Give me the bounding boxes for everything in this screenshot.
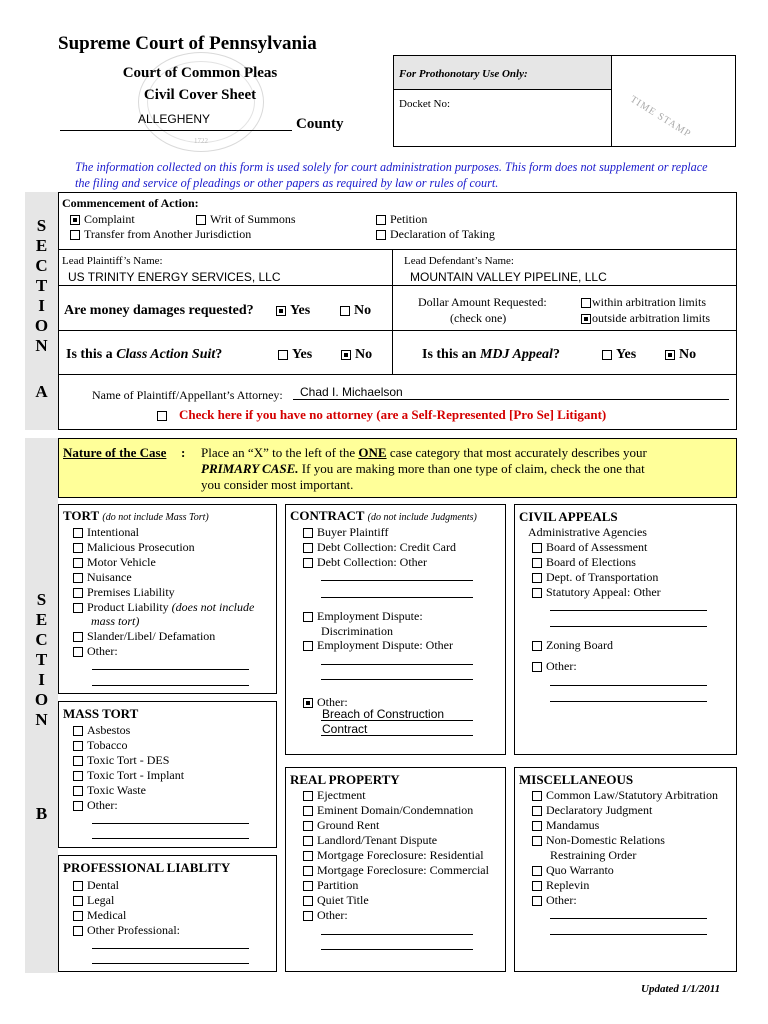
dollar-label: Dollar Amount Requested:	[418, 295, 547, 309]
prof-other-line[interactable]	[92, 948, 249, 949]
misc-item[interactable]: Common Law/Statutory Arbitration	[532, 788, 718, 802]
civil-appeals-other-line[interactable]	[550, 685, 707, 686]
commencement-writ[interactable]: Writ of Summons	[196, 212, 296, 226]
mass-tort-other-line[interactable]	[92, 823, 249, 824]
tort-item[interactable]: Nuisance	[73, 570, 132, 584]
misc-item[interactable]: Mandamus	[532, 818, 599, 832]
transfer-checkbox[interactable]	[70, 230, 80, 240]
prof-item[interactable]: Other Professional:	[73, 923, 180, 937]
letter: I	[38, 670, 45, 689]
section-a-side	[25, 192, 58, 430]
defendant-label: Lead Defendant’s Name:	[404, 255, 514, 267]
civil-appeals-item[interactable]: Dept. of Transportation	[532, 570, 658, 584]
real-property-box	[285, 767, 506, 972]
contract-employment-other[interactable]: Employment Dispute: Other	[303, 638, 453, 652]
civil-appeals-box	[514, 504, 737, 755]
contract-title: CONTRACT (do not include Judgments)	[290, 508, 477, 523]
mass-tort-item[interactable]: Toxic Tort - Implant	[73, 768, 184, 782]
mass-tort-item[interactable]: Toxic Tort - DES	[73, 753, 169, 767]
within-limits[interactable]: within arbitration limits	[581, 295, 706, 309]
mass-tort-item[interactable]: Tobacco	[73, 738, 127, 752]
letter: N	[35, 336, 48, 355]
prof-item[interactable]: Medical	[73, 908, 126, 922]
damages-question: Are money damages requested?	[64, 303, 254, 318]
outside-limits[interactable]: outside arbitration limits	[581, 311, 710, 325]
county-label: County	[296, 116, 344, 132]
mass-tort-item[interactable]: Asbestos	[73, 723, 130, 737]
nature-line-2: PRIMARY CASE. If you are making more than one type of claim, check the one that	[201, 461, 645, 476]
damages-yes-checkbox[interactable]	[276, 306, 286, 316]
mass-tort-other-line[interactable]	[92, 838, 249, 839]
outside-limits-checkbox[interactable]	[581, 314, 591, 324]
tort-item[interactable]: Premises Liability	[73, 585, 175, 599]
letter: T	[35, 276, 48, 295]
letter: E	[35, 236, 48, 255]
commencement-petition[interactable]: Petition	[376, 212, 427, 226]
defendant-value[interactable]: MOUNTAIN VALLEY PIPELINE, LLC	[410, 270, 607, 284]
docket-label: Docket No:	[399, 98, 451, 110]
real-property-item[interactable]: Ground Rent	[303, 818, 379, 832]
class-no-checkbox[interactable]	[341, 350, 351, 360]
mdj-yes[interactable]: Yes	[602, 348, 636, 362]
class-yes-checkbox[interactable]	[278, 350, 288, 360]
misc-other-line[interactable]	[550, 918, 707, 919]
civil-appeals-title: CIVIL APPEALS	[519, 509, 618, 524]
real-property-item[interactable]: Quiet Title	[303, 893, 369, 907]
real-property-other-line[interactable]	[321, 949, 473, 950]
real-property-item[interactable]: Landlord/Tenant Dispute	[303, 833, 437, 847]
nature-of-case-box	[58, 438, 737, 498]
mass-tort-item[interactable]: Toxic Waste	[73, 783, 146, 797]
contract-other[interactable]: Other:	[303, 695, 348, 709]
seal-year: 1722	[194, 137, 208, 145]
updated-date: Updated 1/1/2011	[641, 983, 721, 995]
damages-no-checkbox[interactable]	[340, 306, 350, 316]
contract-item[interactable]: Buyer Plaintiff	[303, 525, 388, 539]
writ-checkbox[interactable]	[196, 215, 206, 225]
contract-item[interactable]: Debt Collection: Other	[303, 555, 427, 569]
prothonotary-box	[393, 55, 736, 147]
prof-item[interactable]: Dental	[73, 878, 119, 892]
contract-other-line[interactable]	[321, 664, 473, 665]
county-value[interactable]: ALLEGHENY	[138, 112, 211, 126]
contract-employment-discrimination-2: Discrimination	[321, 624, 393, 638]
miscellaneous-box	[514, 767, 737, 972]
letter: T	[35, 650, 48, 669]
commencement-complaint[interactable]: Complaint	[70, 212, 135, 226]
real-property-item[interactable]: Partition	[303, 878, 358, 892]
misc-restraining: Restraining Order	[550, 848, 637, 862]
civil-appeals-other-line[interactable]	[550, 701, 707, 702]
contract-other-line[interactable]	[321, 580, 473, 581]
misc-item[interactable]: Quo Warranto	[532, 863, 614, 877]
contract-employment-discrimination[interactable]: Employment Dispute:	[303, 609, 423, 623]
contract-box	[285, 504, 506, 755]
contract-other-line[interactable]	[321, 679, 473, 680]
attorney-line	[293, 399, 729, 400]
real-property-other-line[interactable]	[321, 934, 473, 935]
attorney-value[interactable]: Chad I. Michaelson	[300, 385, 403, 399]
misc-item[interactable]: Non-Domestic Relations	[532, 833, 665, 847]
nature-line-3: you consider most important.	[201, 477, 354, 492]
letter: B	[35, 804, 48, 823]
court-title: Supreme Court of Pennsylvania	[58, 33, 317, 54]
attorney-label: Name of Plaintiff/Appellant’s Attorney:	[92, 388, 283, 402]
civil-appeals-other-line[interactable]	[550, 626, 707, 627]
professional-liability-box	[58, 855, 277, 972]
prothonotary-label: For Prothonotary Use Only:	[399, 68, 528, 80]
misc-other-line[interactable]	[550, 934, 707, 935]
mass-tort-box	[58, 701, 277, 848]
tort-product-liability[interactable]: Product Liability (does not include	[73, 600, 254, 614]
commencement-label: Commencement of Action:	[62, 196, 199, 210]
prof-item[interactable]: Legal	[73, 893, 114, 907]
prof-other-line[interactable]	[92, 963, 249, 964]
damages-no[interactable]: No	[340, 304, 371, 318]
mdj-no[interactable]: No	[665, 348, 696, 362]
class-yes[interactable]: Yes	[278, 348, 312, 362]
tort-item[interactable]: Intentional	[73, 525, 139, 539]
complaint-checkbox[interactable]	[70, 215, 80, 225]
civil-appeals-item[interactable]: Board of Assessment	[532, 540, 647, 554]
real-property-item[interactable]: Ejectment	[303, 788, 366, 802]
plaintiff-label: Lead Plaintiff’s Name:	[62, 255, 163, 267]
commencement-transfer[interactable]: Transfer from Another Jurisdiction	[70, 227, 251, 241]
damages-yes[interactable]: Yes	[276, 304, 310, 318]
tort-box	[58, 504, 277, 694]
nature-line-1: Place an “X” to the left of the ONE case category that most accurately describes your	[201, 445, 647, 460]
mdj-no-checkbox[interactable]	[665, 350, 675, 360]
misc-item[interactable]: Declaratory Judgment	[532, 803, 652, 817]
misc-item[interactable]: Replevin	[532, 878, 589, 892]
letter: S	[36, 590, 47, 609]
check-one-label: (check one)	[450, 311, 507, 325]
tort-other-line[interactable]	[92, 669, 249, 670]
real-property-item[interactable]: Mortgage Foreclosure: Residential	[303, 848, 484, 862]
plaintiff-value[interactable]: US TRINITY ENERGY SERVICES, LLC	[68, 270, 281, 284]
letter: E	[35, 610, 48, 629]
misc-title: MISCELLANEOUS	[519, 772, 634, 787]
tort-other[interactable]: Other:	[73, 644, 118, 658]
real-property-item[interactable]: Eminent Domain/Condemnation	[303, 803, 473, 817]
self-rep-row[interactable]: Check here if you have no attorney (are a Self-Represented [Pro Se] Litigant)	[157, 408, 606, 422]
tort-item[interactable]: Malicious Prosecution	[73, 540, 195, 554]
self-rep-checkbox[interactable]	[157, 411, 167, 421]
real-property-title: REAL PROPERTY	[290, 772, 400, 787]
county-line	[60, 130, 292, 131]
civil-appeals-other[interactable]: Other:	[532, 659, 577, 673]
civil-appeals-other-line[interactable]	[550, 610, 707, 611]
mass-tort-title: MASS TORT	[63, 706, 139, 721]
time-stamp-text: TIME STAMP	[628, 94, 693, 141]
section-b-side	[25, 438, 58, 973]
contract-item[interactable]: Debt Collection: Credit Card	[303, 540, 456, 554]
civil-appeals-item[interactable]: Statutory Appeal: Other	[532, 585, 661, 599]
real-property-item[interactable]: Other:	[303, 908, 348, 922]
notice-text: The information collected on this form is used solely for court administration purposes. This form does not supplement or replace the filing and service of pleadings or other papers as required by law or rules of court.	[75, 160, 708, 190]
mdj-question: Is this an MDJ Appeal?	[422, 347, 560, 362]
commencement-declaration[interactable]: Declaration of Taking	[376, 227, 495, 241]
nature-title: Nature of the Case	[63, 445, 167, 460]
class-action-question: Is this a Class Action Suit?	[66, 347, 223, 362]
tort-item[interactable]: Motor Vehicle	[73, 555, 156, 569]
class-no[interactable]: No	[341, 348, 372, 362]
letter: C	[35, 256, 48, 275]
misc-item[interactable]: Other:	[532, 893, 577, 907]
subtitle-cover-sheet: Civil Cover Sheet	[143, 87, 257, 103]
subtitle-common-pleas: Court of Common Pleas	[122, 65, 278, 81]
real-property-item[interactable]: Mortgage Foreclosure: Commercial	[303, 863, 489, 877]
letter: A	[35, 382, 48, 401]
declaration-checkbox[interactable]	[376, 230, 386, 240]
tort-other-line[interactable]	[92, 685, 249, 686]
contract-other-value-1[interactable]: Breach of Construction	[322, 707, 445, 721]
tort-title: TORT (do not include Mass Tort)	[63, 508, 209, 523]
petition-checkbox[interactable]	[376, 215, 386, 225]
prof-title: PROFESSIONAL LIABLITY	[63, 860, 231, 875]
letter: N	[35, 710, 48, 729]
nature-colon: :	[181, 445, 186, 460]
contract-other-line[interactable]	[321, 597, 473, 598]
within-limits-checkbox[interactable]	[581, 298, 591, 308]
contract-other-value-2[interactable]: Contract	[322, 722, 368, 736]
letter: O	[34, 316, 49, 335]
tort-product-note: mass tort)	[91, 614, 140, 628]
civil-appeals-sub: Administrative Agencies	[528, 525, 647, 539]
tort-slander[interactable]: Slander/Libel/ Defamation	[73, 629, 215, 643]
letter: S	[36, 216, 47, 235]
letter: I	[38, 296, 45, 315]
civil-appeals-zoning[interactable]: Zoning Board	[532, 638, 613, 652]
letter: O	[34, 690, 49, 709]
civil-appeals-item[interactable]: Board of Elections	[532, 555, 636, 569]
mdj-yes-checkbox[interactable]	[602, 350, 612, 360]
letter: C	[35, 630, 48, 649]
mass-tort-item[interactable]: Other:	[73, 798, 118, 812]
